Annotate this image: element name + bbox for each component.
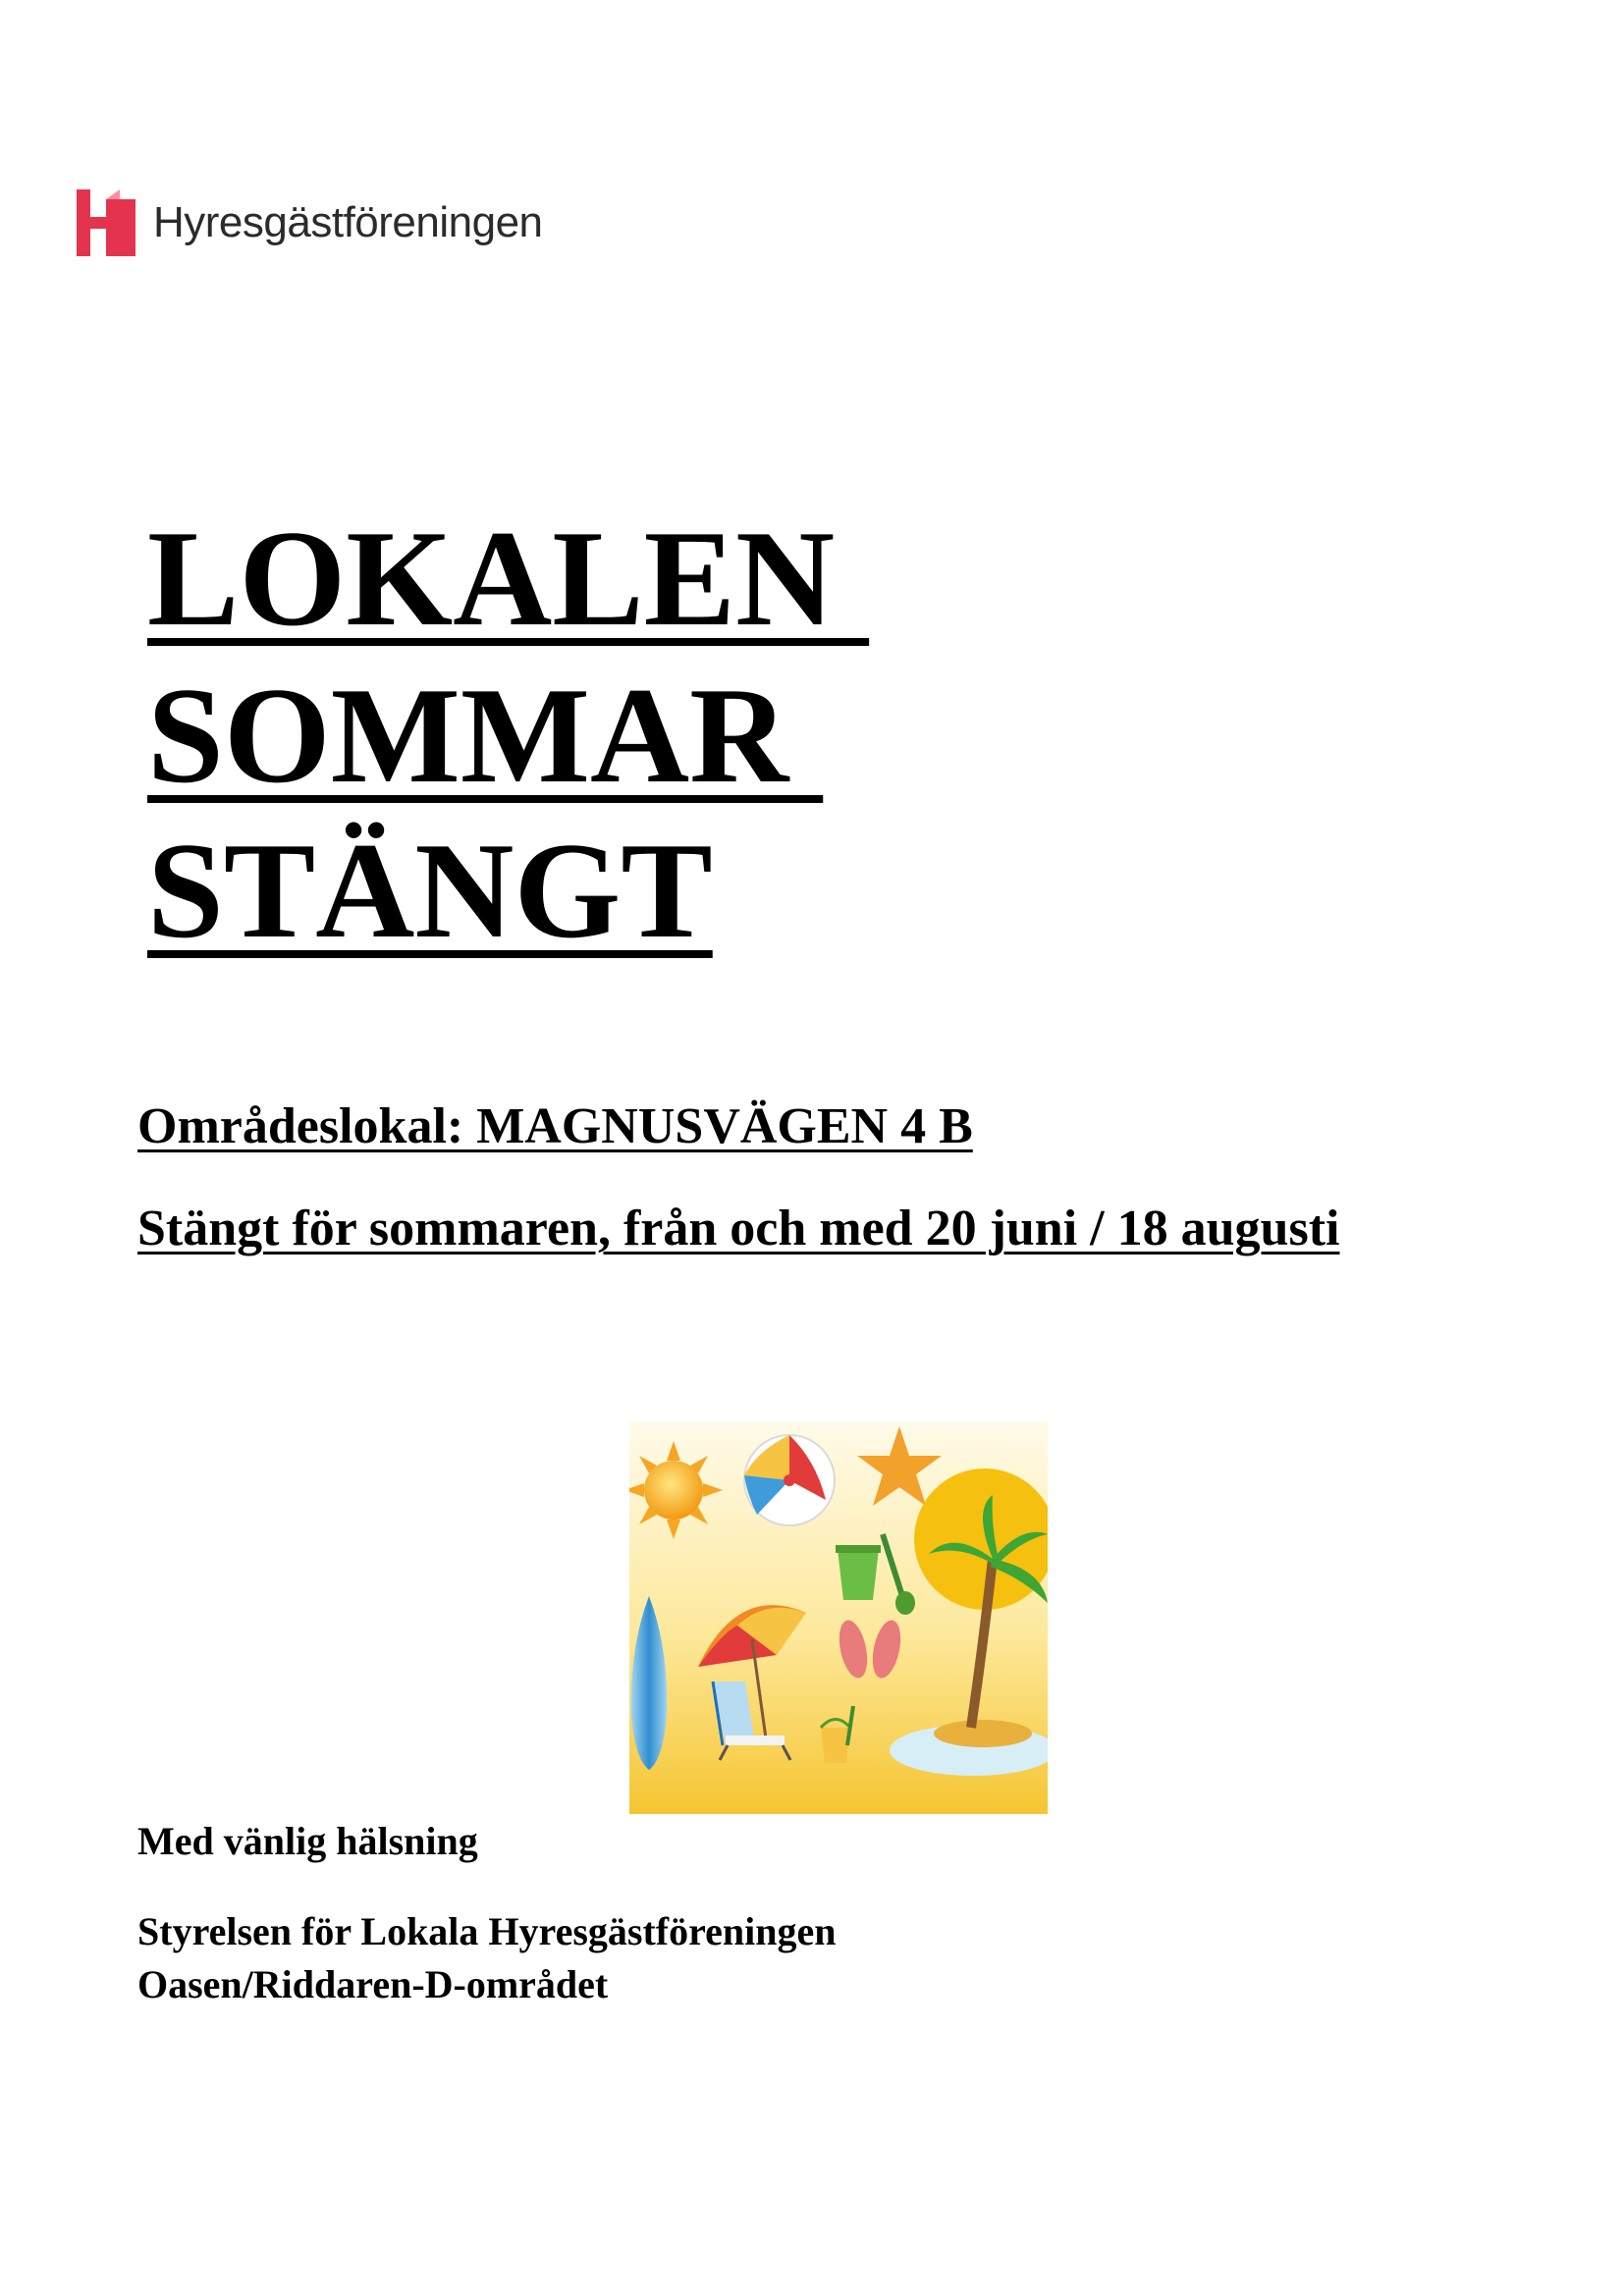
sender-line-1: Styrelsen för Lokala Hyresgästföreningen: [137, 1909, 837, 1953]
beach-ball-icon: [744, 1435, 835, 1525]
h-logo-icon: [77, 189, 135, 256]
location-line: Områdeslokal: MAGNUSVÄGEN 4 B: [137, 1098, 973, 1154]
brand-logo: [77, 189, 543, 256]
greeting: Med vänlig hälsning: [137, 1819, 478, 1863]
headline-line-3: STÄNGT: [147, 815, 713, 967]
headline-line-2: SOMMAR: [147, 660, 824, 812]
headline-line-1: LOKALEN: [147, 503, 870, 655]
sender-line-2: Oasen/Riddaren-D-området: [137, 1962, 609, 2006]
closed-period-line: Stängt för sommaren, från och med 20 juni / 18 augusti: [137, 1201, 1340, 1256]
brand-name: Hyresgästföreningen: [153, 198, 543, 246]
summer-beach-illustration: [629, 1421, 1048, 1814]
